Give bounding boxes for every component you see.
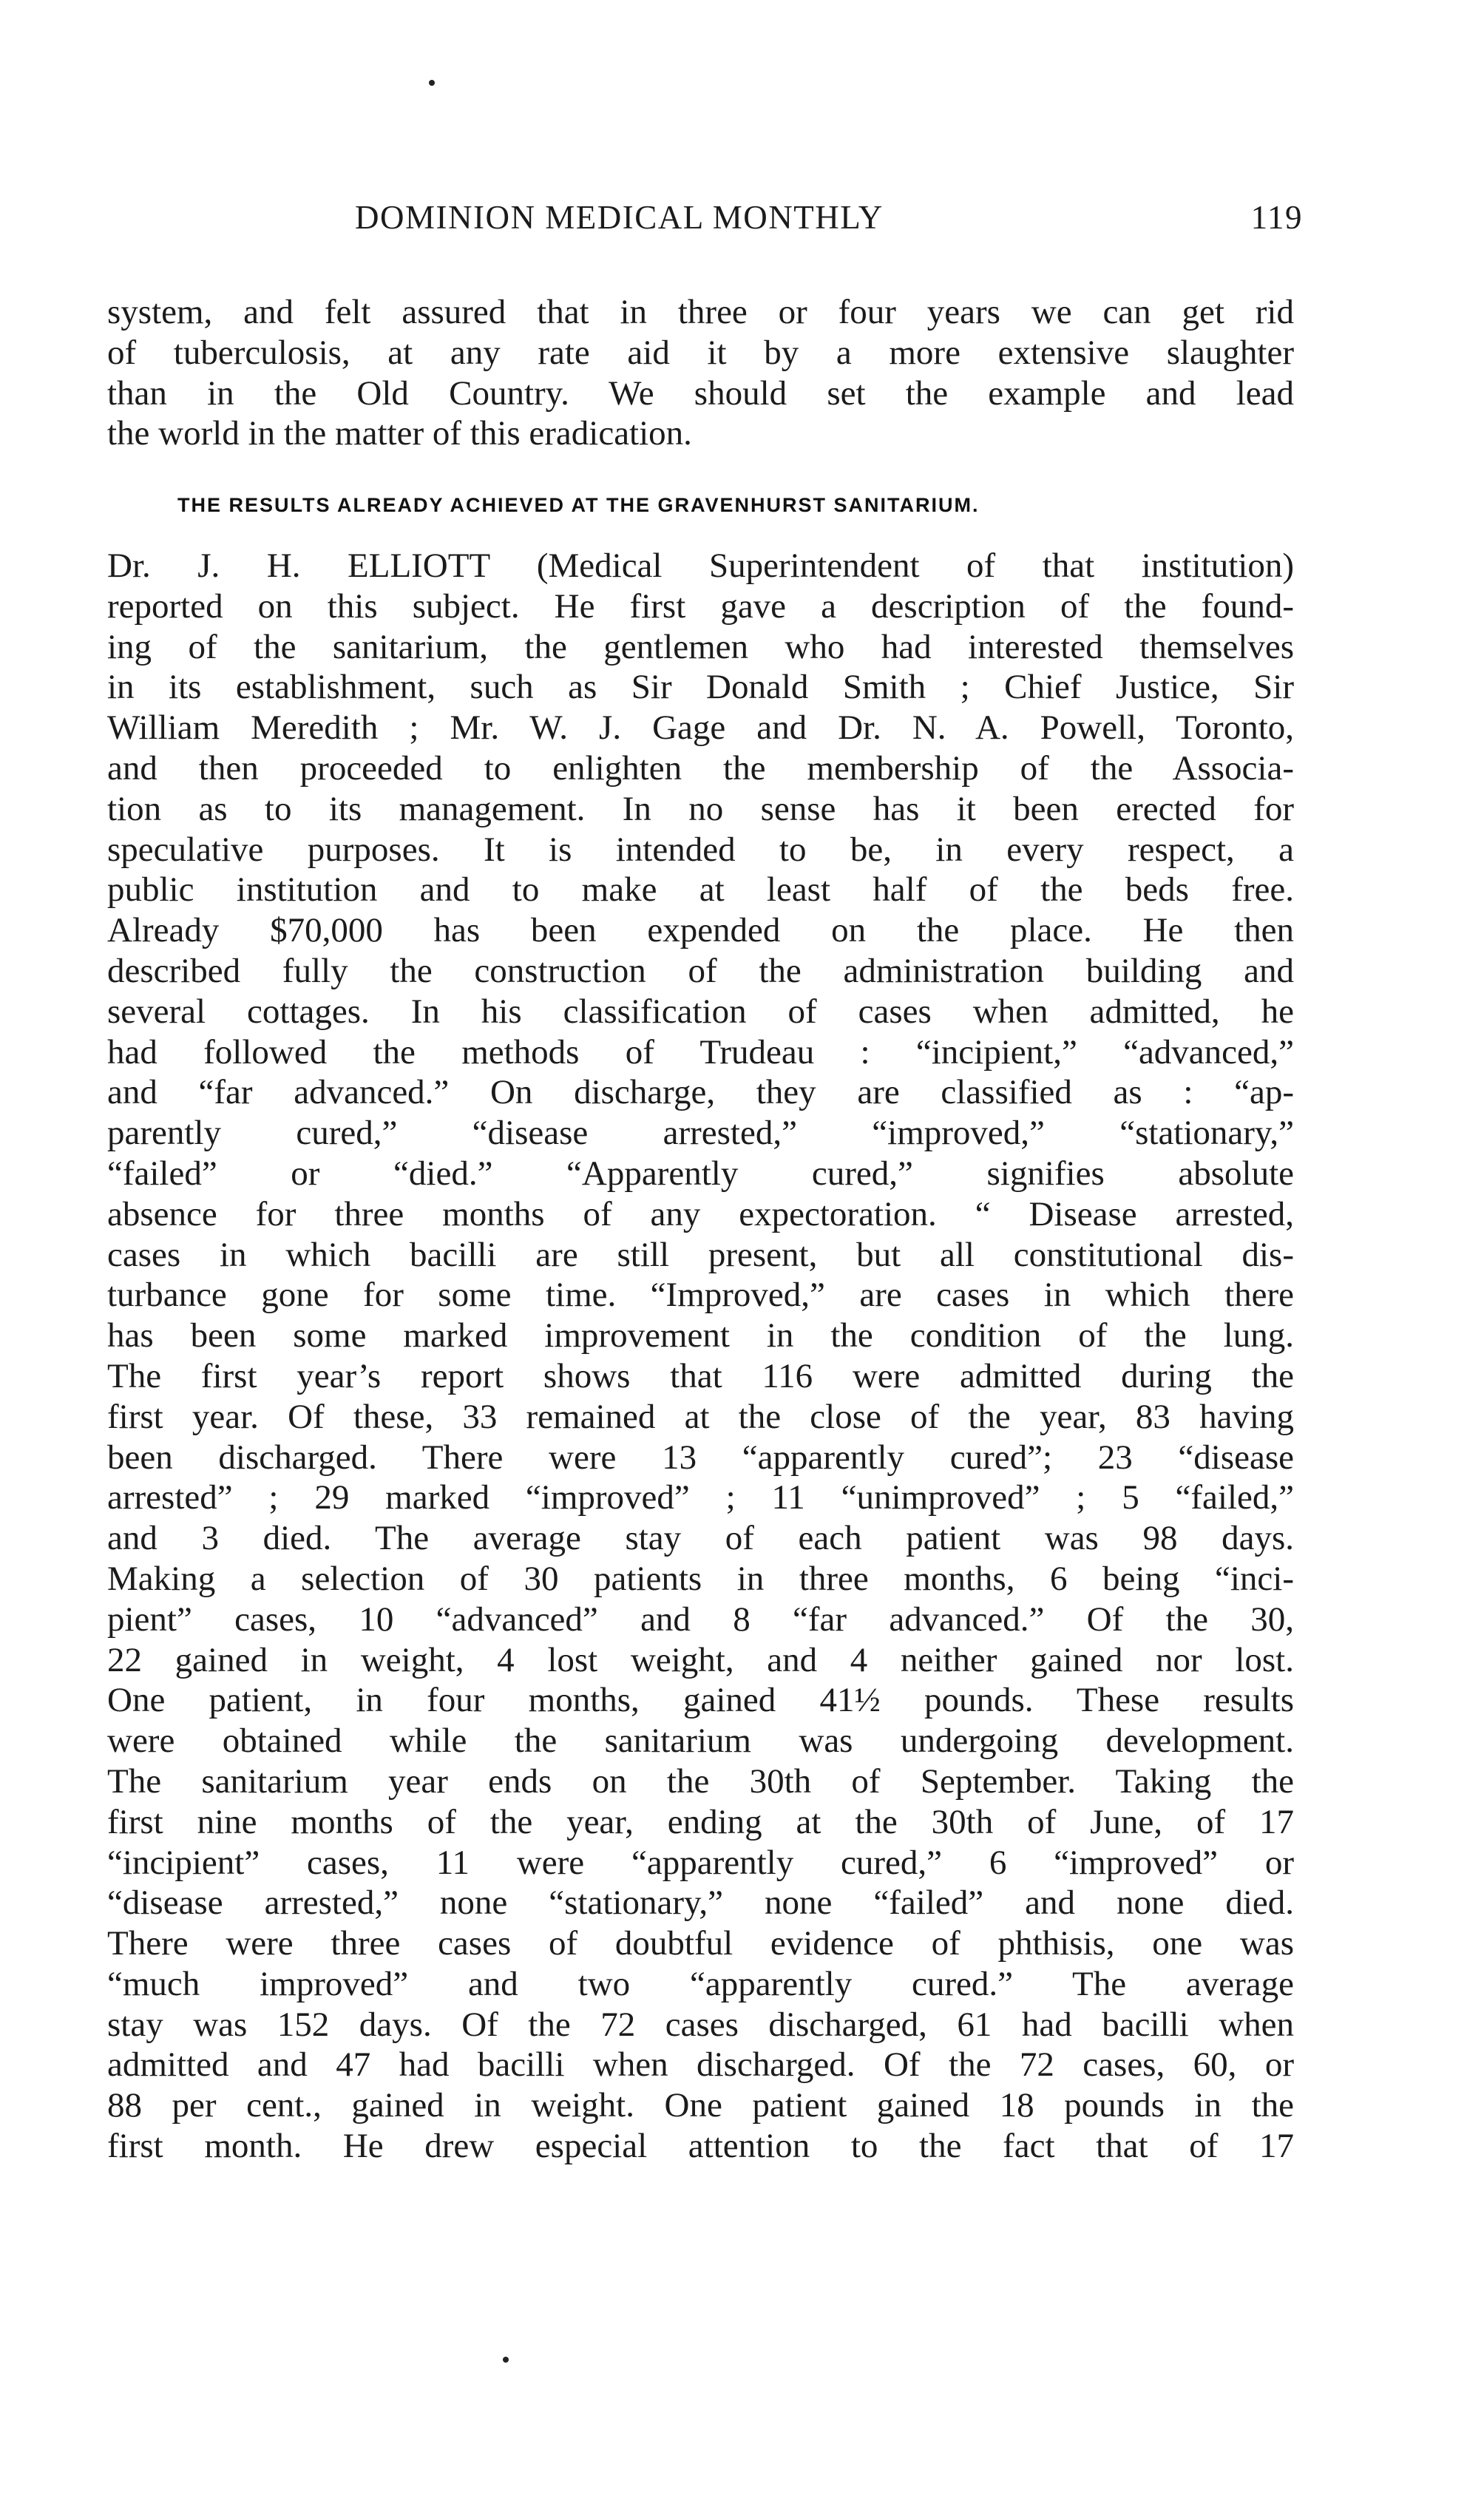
text-line: “incipient” cases, 11 were “apparently cured,” 6 “improved” or	[107, 1843, 1294, 1882]
paragraph-continuation	[107, 292, 1294, 454]
text-line: first month. He drew especial attention to the fact that of 17	[107, 2127, 1294, 2166]
text-line: in its establishment, such as Sir Donald Smith ; Chief Justice, Sir	[107, 668, 1294, 707]
text-line: The first year’s report shows that 116 were admitted during the	[107, 1356, 1294, 1395]
text-line: been discharged. There were 13 “apparently cured”; 23 “disease	[107, 1438, 1294, 1477]
text-line: tion as to its management. In no sense has it been erected for	[107, 789, 1294, 828]
text-line: first year. Of these, 33 remained at the close of the year, 83 having	[107, 1397, 1294, 1436]
text-line: the world in the matter of this eradication.	[107, 414, 692, 453]
text-line: were obtained while the sanitarium was undergoing development.	[107, 1722, 1294, 1761]
text-line: ing of the sanitarium, the gentlemen who had interested themselves	[107, 627, 1294, 666]
text-line: first nine months of the year, ending at the 30th of June, of 17	[107, 1802, 1294, 1841]
text-line: Dr. J. H. ELLIOTT (Medical Superintendent of that institution)	[107, 546, 1294, 585]
text-line: The sanitarium year ends on the 30th of September. Taking the	[107, 1761, 1294, 1801]
text-line: parently cured,” “disease arrested,” “improved,” “stationary,”	[107, 1114, 1294, 1153]
text-line: had followed the methods of Trudeau : “incipient,” “advanced,”	[107, 1032, 1294, 1072]
text-line: cases in which bacilli are still present, but all constitutional dis-	[107, 1235, 1294, 1274]
text-line: Already $70,000 has been expended on the place. He then	[107, 911, 1294, 950]
text-line: has been some marked improvement in the condition of the lung.	[107, 1316, 1294, 1355]
text-line: 88 per cent., gained in weight. One patient gained 18 pounds in the	[107, 2086, 1294, 2125]
text-line: of tuberculosis, at any rate aid it by a more extensive slaughter	[107, 333, 1294, 372]
text-line: Making a selection of 30 patients in three months, 6 being “inci-	[107, 1559, 1294, 1598]
bottom-ink-dot	[503, 2357, 509, 2363]
text-line: and then proceeded to enlighten the membership of the Associa-	[107, 748, 1294, 788]
text-line: than in the Old Country. We should set the example and lead	[107, 373, 1294, 413]
text-line: “disease arrested,” none “stationary,” none “failed” and none died.	[107, 1883, 1294, 1923]
text-line: described fully the construction of the administration building and	[107, 951, 1294, 990]
top-ink-dot	[429, 80, 435, 86]
section-heading: THE RESULTS ALREADY ACHIEVED AT THE GRAVENHURST SANITARIUM.	[177, 494, 980, 516]
text-line: and “far advanced.” On discharge, they are classified as : “ap-	[107, 1073, 1294, 1112]
running-head	[111, 198, 1309, 257]
text-line: admitted and 47 had bacilli when discharged. Of the 72 cases, 60, or	[107, 2045, 1294, 2085]
text-line: “much improved” and two “apparently cured.” The average	[107, 1964, 1294, 2003]
text-line: 22 gained in weight, 4 lost weight, and 4 neither gained nor lost.	[107, 1640, 1294, 1679]
text-line: several cottages. In his classification of cases when admitted, he	[107, 992, 1294, 1031]
text-line: public institution and to make at least half of the beds free.	[107, 870, 1294, 910]
text-line: turbance gone for some time. “Improved,” are cases in which there	[107, 1276, 1294, 1315]
text-line: There were three cases of doubtful evidence of phthisis, one was	[107, 1924, 1294, 1963]
text-line: pient” cases, 10 “advanced” and 8 “far advanced.” Of the 30,	[107, 1599, 1294, 1639]
text-line: absence for three months of any expectoration. “ Disease arrested,	[107, 1194, 1294, 1233]
text-line: speculative purposes. It is intended to be, in every respect, a	[107, 830, 1294, 869]
text-line: “failed” or “died.” “Apparently cured,” signifies absolute	[107, 1154, 1294, 1193]
text-line: reported on this subject. He first gave a description of the found-	[107, 586, 1294, 626]
text-line: One patient, in four months, gained 41½ pounds. These results	[107, 1681, 1294, 1720]
text-line: William Meredith ; Mr. W. J. Gage and Dr. N. A. Powell, Toronto,	[107, 708, 1294, 748]
text-line: and 3 died. The average stay of each patient was 98 days.	[107, 1519, 1294, 1558]
text-line: system, and felt assured that in three or four years we can get rid	[107, 293, 1294, 331]
running-title: DOMINION MEDICAL MONTHLY	[355, 199, 884, 236]
text-line: stay was 152 days. Of the 72 cases discharged, 61 had bacilli when	[107, 2005, 1294, 2044]
text-line: arrested” ; 29 marked “improved” ; 11 “unimproved” ; 5 “failed,”	[107, 1478, 1294, 1517]
page-number: 119	[1250, 199, 1303, 236]
paragraph-elliott-report	[107, 546, 1294, 2167]
